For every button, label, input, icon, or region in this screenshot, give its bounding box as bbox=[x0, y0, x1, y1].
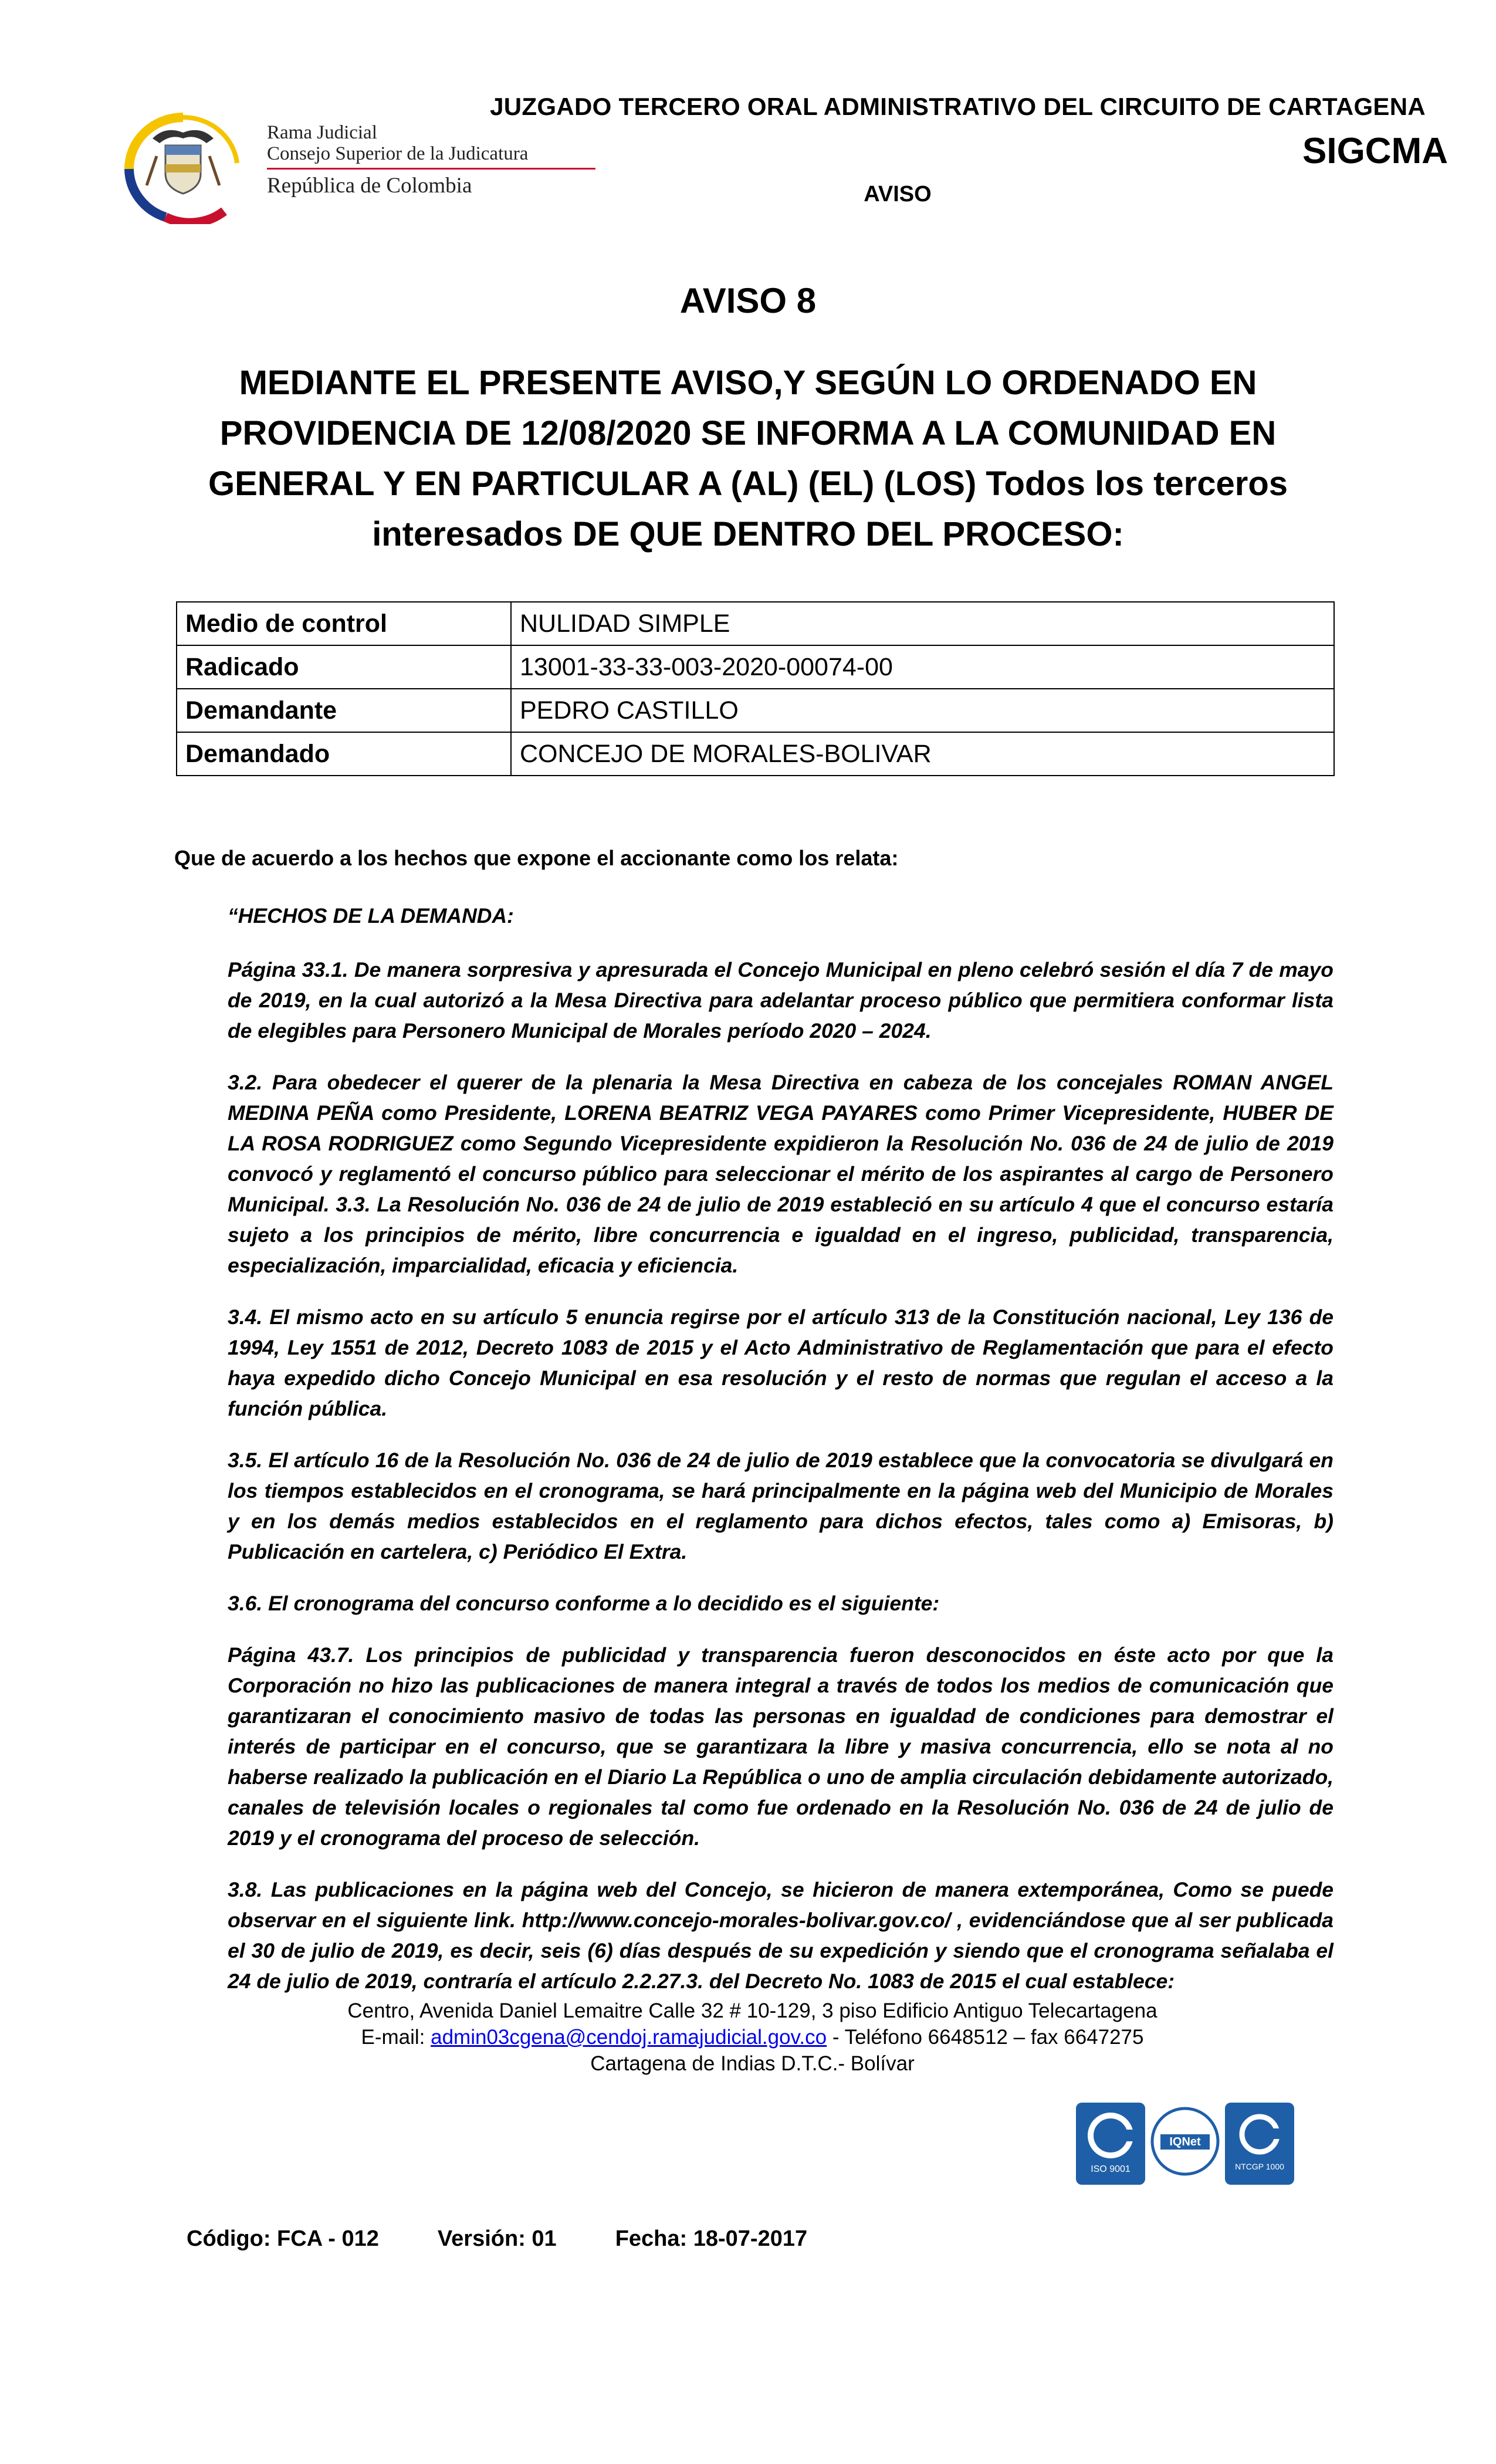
table-cell-value: NULIDAD SIMPLE bbox=[511, 602, 1334, 645]
table-cell-label: Medio de control bbox=[177, 602, 511, 645]
cert-label: IQNet bbox=[1169, 2135, 1201, 2148]
system-label: SIGCMA bbox=[1302, 131, 1448, 171]
form-code-line bbox=[187, 2226, 1008, 2252]
case-details-table bbox=[176, 601, 1335, 776]
rama-judicial-emblem-icon bbox=[107, 107, 259, 224]
court-name: JUZGADO TERCERO ORAL ADMINISTRATIVO DEL CIRCUITO DE CARTAGENA bbox=[490, 93, 1426, 120]
page-title: AVISO 8 bbox=[679, 281, 817, 320]
table-row bbox=[177, 732, 1334, 776]
table-cell-value: PEDRO CASTILLO bbox=[511, 689, 1334, 732]
iqnet-icon bbox=[1152, 2108, 1218, 2174]
footer-city: Cartagena de Indias D.T.C.- Bolívar bbox=[590, 2052, 915, 2075]
fact-paragraph: 3.5. El artículo 16 de la Resolución No. 036 de 24 de julio de 2019 establece que la convocatoria se divulgará en los tiempos establecidos en el cronograma, se hará principalmente en la página web del Municipio de Morales y en los demás medios establecidos en el reglamento para dichos efectos, tales como a) Emisoras, b) Publicación en cartelera, c) Periódico El Extra. bbox=[228, 1448, 1333, 1563]
footer-contact bbox=[176, 1998, 1329, 2077]
logo-divider bbox=[267, 168, 595, 170]
certification-logos bbox=[1074, 2100, 1297, 2194]
fact-paragraph: 3.6. El cronograma del concurso conforme a lo decidido es el siguiente: bbox=[228, 1592, 940, 1615]
fact-paragraph: Página 43.7. Los principios de publicidad y transparencia fueron desconocidos en éste acto por que la Corporación no hizo las publicaciones de manera integral a través de todos los medios de comunicación que garantizaran el conocimiento masivo de todas las personas en igualdad de condiciones para demostrar el interés de participar en el concurso, que se garantizara la libre y masiva concurrencia, ello se nota al no haberse realizado la publicación en el Diario La República o uno de amplia circulación debidamente autorizado, canales de televisión locales o regionales tal como fue ordenado en la Resolución No. 036 de 24 de julio de 2019 y el cronograma del proceso de selección. bbox=[228, 1643, 1333, 1850]
header-doc-type: AVISO bbox=[864, 182, 932, 207]
iso-9001-icon bbox=[1076, 2103, 1145, 2185]
cert-label: ISO 9001 bbox=[1091, 2164, 1131, 2174]
footer-email-line bbox=[176, 2024, 1329, 2050]
ntcgp-1000-icon bbox=[1225, 2103, 1294, 2185]
form-date: Fecha: 18-07-2017 bbox=[615, 2226, 808, 2251]
form-version: Versión: 01 bbox=[437, 2226, 557, 2251]
logo-line-republica: República de Colombia bbox=[267, 174, 472, 198]
table-cell-value: 13001-33-33-003-2020-00074-00 bbox=[511, 645, 1334, 689]
logo-text bbox=[267, 122, 607, 198]
fact-paragraph: 3.2. Para obedecer el querer de la plenaria la Mesa Directiva en cabeza de los concejales ROMAN ANGEL MEDINA PEÑA como Presidente, LORENA BEATRIZ VEGA PAYARES como Primer Vicepresidente, HUBER DE LA ROSA RODRIGUEZ como Segundo Vicepresidente expidieron la Resolución No. 036 de 24 de julio de 2019 convocó y reglamentó el concurso público para seleccionar el mérito de los aspirantes al cargo de Personero Municipal. 3.3. La Resolución No. 036 de 24 de julio de 2019 estableció en su artículo 4 que el concurso estaría sujeto a los principios de mérito, libre concurrencia e igualdad en el ingreso, publicidad, transparencia, especialización, imparcialidad, eficacia y eficiencia. bbox=[228, 1071, 1333, 1277]
fact-paragraph: 3.4. El mismo acto en su artículo 5 enuncia regirse por el artículo 313 de la Constitución nacional, Ley 136 de 1994, Ley 1551 de 2012, Decreto 1083 de 2015 y el Acto Administrativo de Reglamentación que para el efecto haya expedido dicho Concejo Municipal en esa resolución y el resto de normas que regulan el acceso a la función pública. bbox=[228, 1305, 1333, 1420]
table-row bbox=[177, 602, 1334, 645]
table-row bbox=[177, 689, 1334, 732]
footer-email-label: E-mail: bbox=[361, 2026, 431, 2049]
footer-address: Centro, Avenida Daniel Lemaitre Calle 32 # 10-129, 3 piso Edificio Antiguo Telecartagena bbox=[347, 1999, 1157, 2022]
facts-lead: Que de acuerdo a los hechos que expone el accionante como los relata: bbox=[174, 846, 899, 870]
notice-intro: MEDIANTE EL PRESENTE AVISO,Y SEGÚN LO ORDENADO EN PROVIDENCIA DE 12/08/2020 SE INFORMA A LA COMUNIDAD EN GENERAL Y EN PARTICULAR A (AL) (EL) (LOS) Todos los terceros interesados DE QUE DENTRO DEL PROCESO: bbox=[208, 364, 1288, 553]
table-cell-label: Demandante bbox=[177, 689, 511, 732]
logo-line-rama-judicial: Rama Judicial bbox=[267, 122, 377, 143]
facts-section bbox=[228, 901, 1333, 2018]
fact-paragraph: 3.8. Las publicaciones en la página web del Concejo, se hicieron de manera extemporánea, Como se puede observar en el siguiente link. http://www.concejo-morales-bolivar.gov.co/ , evidenciándose que al ser publicada el 30 de julio de 2019, es decir, seis (6) días después de su expedición y siendo que el cronograma señalaba el 24 de julio de 2019, contraría el artículo 2.2.27.3. del Decreto No. 1083 de 2015 el cual establece: bbox=[228, 1878, 1333, 1993]
form-code: Código: FCA - 012 bbox=[187, 2226, 379, 2251]
email-link[interactable]: admin03cgena@cendoj.ramajudicial.gov.co bbox=[431, 2026, 827, 2049]
logo-line-consejo: Consejo Superior de la Judicatura bbox=[267, 143, 529, 164]
table-cell-label: Radicado bbox=[177, 645, 511, 689]
table-cell-label: Demandado bbox=[177, 732, 511, 776]
footer-phones: - Teléfono 6648512 – fax 6647275 bbox=[827, 2026, 1144, 2049]
cert-label: NTCGP 1000 bbox=[1235, 2162, 1284, 2171]
facts-heading: “HECHOS DE LA DEMANDA: bbox=[228, 904, 514, 928]
fact-paragraph: Página 33.1. De manera sorpresiva y apresurada el Concejo Municipal en pleno celebró sesión el día 7 de mayo de 2019, en la cual autorizó a la Mesa Directiva para adelantar proceso público que permitiera conformar lista de elegibles para Personero Municipal de Morales período 2020 – 2024. bbox=[228, 958, 1333, 1043]
table-row bbox=[177, 645, 1334, 689]
table-cell-value: CONCEJO DE MORALES-BOLIVAR bbox=[511, 732, 1334, 776]
